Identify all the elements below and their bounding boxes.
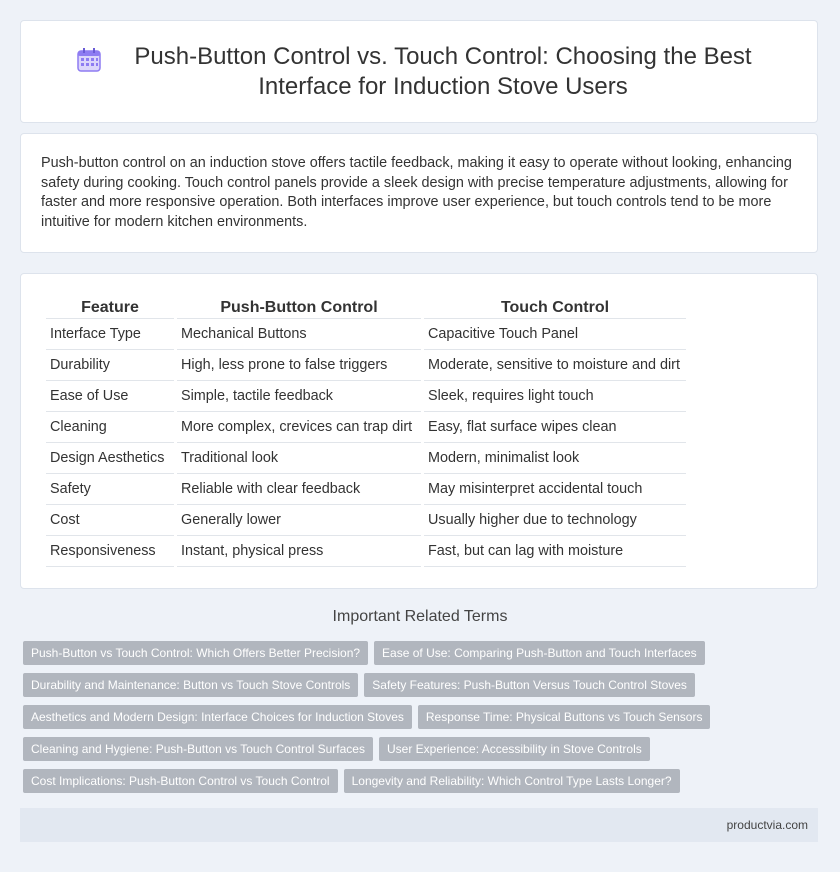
cell-feature: Interface Type — [46, 319, 174, 350]
cell-feature: Design Aesthetics — [46, 443, 174, 474]
tag-row — [23, 673, 818, 705]
cell-push-button: Reliable with clear feedback — [177, 474, 421, 505]
cell-touch: Fast, but can lag with moisture — [424, 536, 686, 567]
related-term-tag[interactable]: Ease of Use: Comparing Push-Button and Touch Interfaces — [374, 641, 705, 665]
related-term-tag[interactable]: Cost Implications: Push-Button Control vs Touch Control — [23, 769, 338, 793]
cell-feature: Cleaning — [46, 412, 174, 443]
header-touch: Touch Control — [424, 296, 686, 319]
cell-touch: Capacitive Touch Panel — [424, 319, 686, 350]
related-terms-title: Important Related Terms — [332, 608, 508, 625]
comparison-table — [43, 296, 689, 567]
calendar-grid-icon — [75, 46, 103, 74]
table-row — [46, 474, 686, 505]
cell-touch: May misinterpret accidental touch — [424, 474, 686, 505]
intro-card — [20, 133, 818, 253]
cell-push-button: Mechanical Buttons — [177, 319, 421, 350]
table-header-row — [46, 296, 686, 319]
cell-push-button: More complex, crevices can trap dirt — [177, 412, 421, 443]
cell-feature: Durability — [46, 350, 174, 381]
table-row — [46, 350, 686, 381]
related-term-tag[interactable]: Longevity and Reliability: Which Control Type Lasts Longer? — [344, 769, 680, 793]
cell-touch: Easy, flat surface wipes clean — [424, 412, 686, 443]
tag-row — [23, 737, 818, 769]
cell-push-button: Simple, tactile feedback — [177, 381, 421, 412]
cell-push-button: High, less prone to false triggers — [177, 350, 421, 381]
cell-push-button: Instant, physical press — [177, 536, 421, 567]
table-row — [46, 319, 686, 350]
tag-row — [23, 705, 818, 737]
footer-site-link[interactable]: productvia.com — [726, 818, 808, 832]
cell-feature: Safety — [46, 474, 174, 505]
table-row — [46, 505, 686, 536]
cell-touch: Modern, minimalist look — [424, 443, 686, 474]
cell-touch: Usually higher due to technology — [424, 505, 686, 536]
related-term-tag[interactable]: User Experience: Accessibility in Stove Controls — [379, 737, 650, 761]
cell-feature: Cost — [46, 505, 174, 536]
related-term-tag[interactable]: Durability and Maintenance: Button vs Touch Stove Controls — [23, 673, 358, 697]
tag-row — [23, 769, 818, 801]
page-title: Push-Button Control vs. Touch Control: Choosing the Best Interface for Induction Stove Users — [134, 42, 752, 100]
related-term-tag[interactable]: Aesthetics and Modern Design: Interface Choices for Induction Stoves — [23, 705, 412, 729]
footer — [20, 808, 818, 842]
related-term-tag[interactable]: Cleaning and Hygiene: Push-Button vs Touch Control Surfaces — [23, 737, 373, 761]
related-term-tag[interactable]: Push-Button vs Touch Control: Which Offers Better Precision? — [23, 641, 368, 665]
cell-push-button: Traditional look — [177, 443, 421, 474]
table-row — [46, 443, 686, 474]
table-card — [20, 273, 818, 589]
related-term-tag[interactable]: Response Time: Physical Buttons vs Touch Sensors — [418, 705, 711, 729]
cell-feature: Ease of Use — [46, 381, 174, 412]
table-row — [46, 412, 686, 443]
cell-feature: Responsiveness — [46, 536, 174, 567]
related-terms-list — [23, 641, 818, 801]
intro-text: Push-button control on an induction stove offers tactile feedback, making it easy to operate without looking, enhancing safety during cooking. Touch control panels provide a sleek design with precise temperature adjustments, allowing for faster and more responsive operation. Both interfaces improve user experience, but touch controls tend to be more intuitive for modern kitchen environments. — [41, 155, 792, 230]
title-card — [20, 20, 818, 123]
cell-touch: Moderate, sensitive to moisture and dirt — [424, 350, 686, 381]
table-row — [46, 536, 686, 567]
cell-touch: Sleek, requires light touch — [424, 381, 686, 412]
header-push-button: Push-Button Control — [177, 296, 421, 319]
related-term-tag[interactable]: Safety Features: Push-Button Versus Touch Control Stoves — [364, 673, 695, 697]
title-wrap — [75, 42, 763, 102]
header-feature: Feature — [46, 296, 174, 319]
tag-row — [23, 641, 818, 673]
cell-push-button: Generally lower — [177, 505, 421, 536]
table-row — [46, 381, 686, 412]
